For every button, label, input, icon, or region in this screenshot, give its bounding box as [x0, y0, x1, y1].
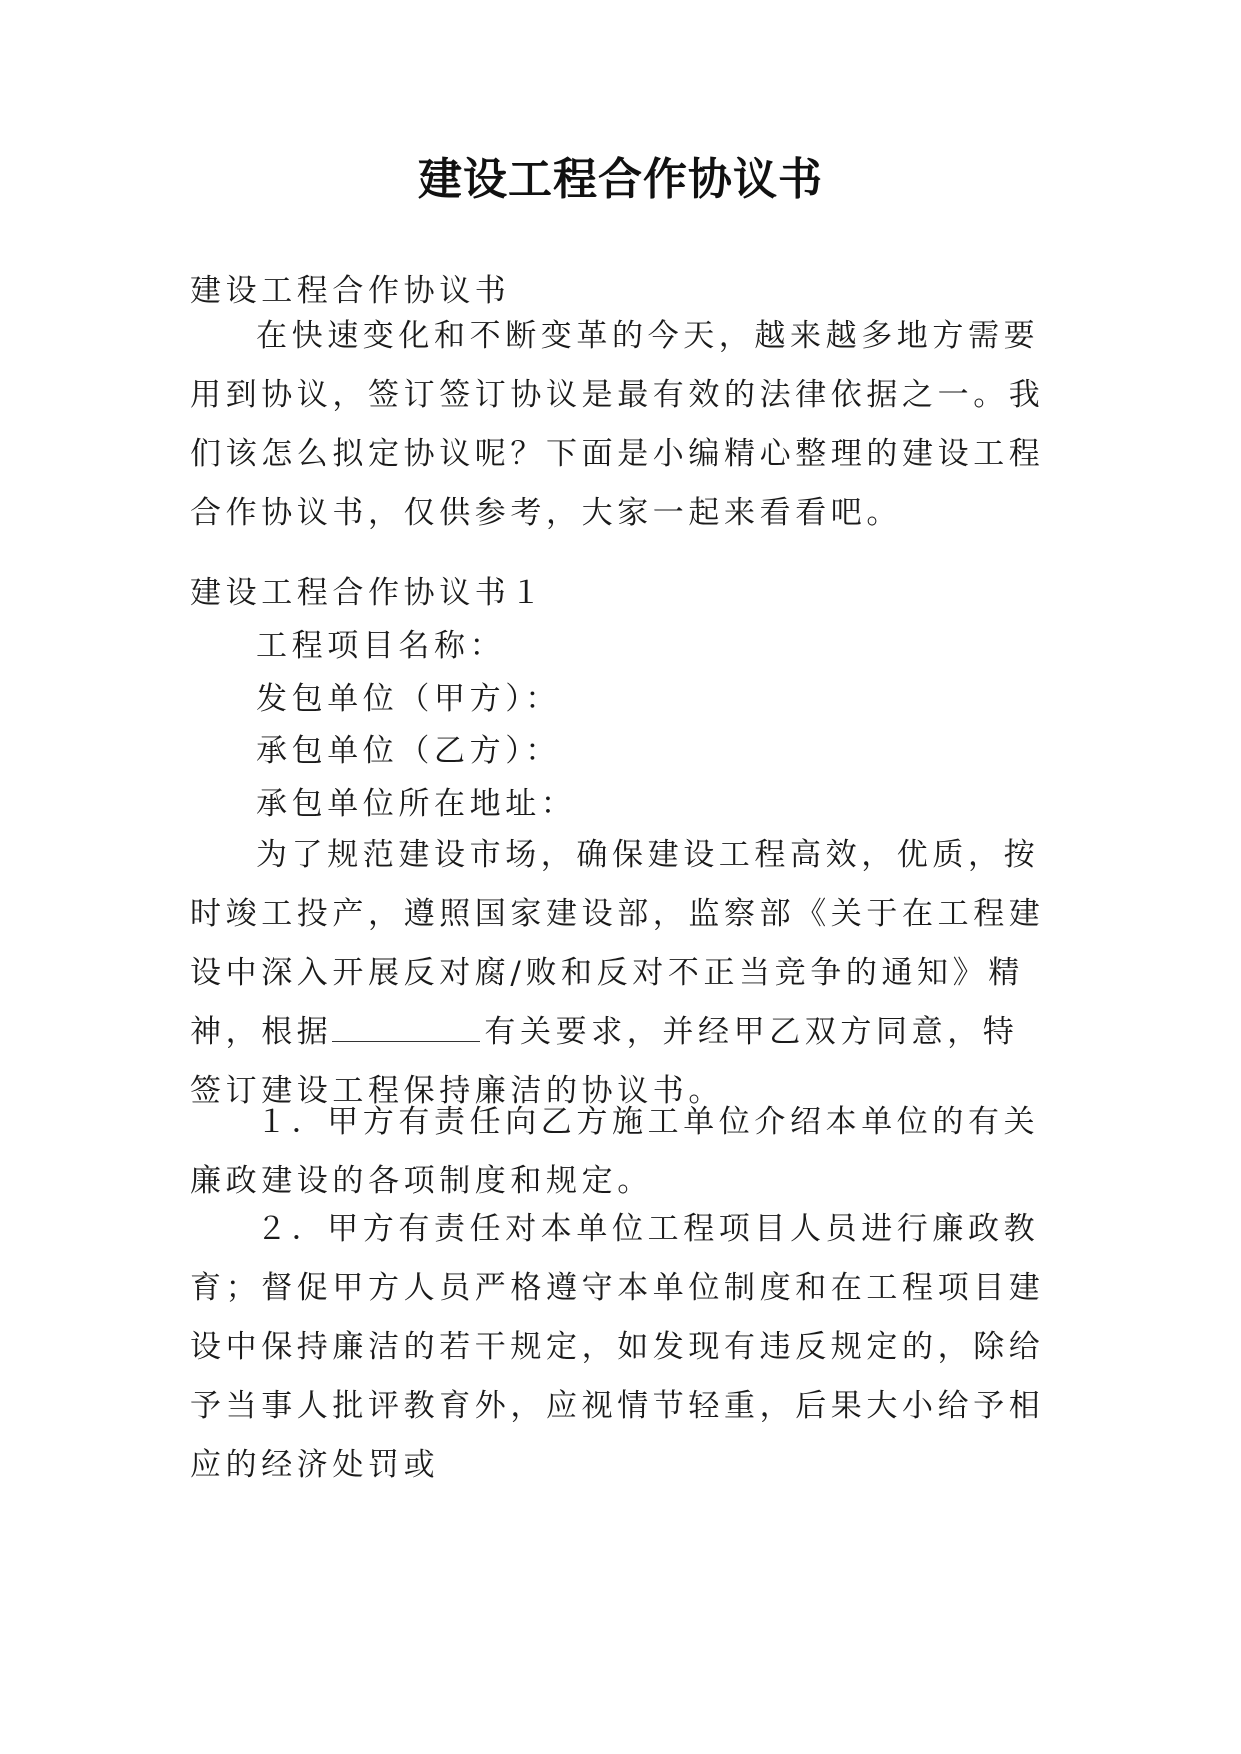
field-party-b-address: 承包单位所在地址：	[256, 786, 577, 822]
purpose-paragraph-part1: 为了规范建设市场，确保建设工程高效，优质，按时竣工投产，遵照国家建设部，监察部《关于在工程建设中深入开展反对腐/败和反对不正当竞争的通知》精神，根据	[190, 837, 1045, 1050]
clause-1: １．甲方有责任向乙方施工单位介绍本单位的有关廉政建设的各项制度和规定。	[190, 1104, 1040, 1199]
purpose-paragraph	[190, 826, 1050, 1121]
clause-2: ２．甲方有责任对本单位工程项目人员进行廉政教育；督促甲方人员严格遵守本单位制度和在工程项目建设中保持廉洁的若干规定，如发现有违反规定的，除给予当事人批评教育外，应视情节轻重，后果大小给予相应的经济处罚或	[190, 1211, 1045, 1483]
field-party-a: 发包单位（甲方）：	[256, 681, 561, 717]
subtitle: 建设工程合作协议书	[190, 273, 511, 309]
page-title: 建设工程合作协议书	[418, 154, 823, 205]
intro-paragraph: 在快速变化和不断变革的今天，越来越多地方需要用到协议，签订签订协议是最有效的法律依据之一。我们该怎么拟定协议呢？下面是小编精心整理的建设工程合作协议书，仅供参考，大家一起来看看吧。	[190, 318, 1045, 531]
section-heading: 建设工程合作协议书１	[190, 575, 546, 611]
blank-line	[332, 1019, 480, 1042]
field-party-b: 承包单位（乙方）：	[256, 733, 561, 769]
field-project-name: 工程项目名称：	[256, 628, 506, 664]
purpose-paragraph-part2: 有关要求，并经甲乙双方同意，特签订建设工程保持廉洁的协议书。	[190, 1014, 1019, 1109]
